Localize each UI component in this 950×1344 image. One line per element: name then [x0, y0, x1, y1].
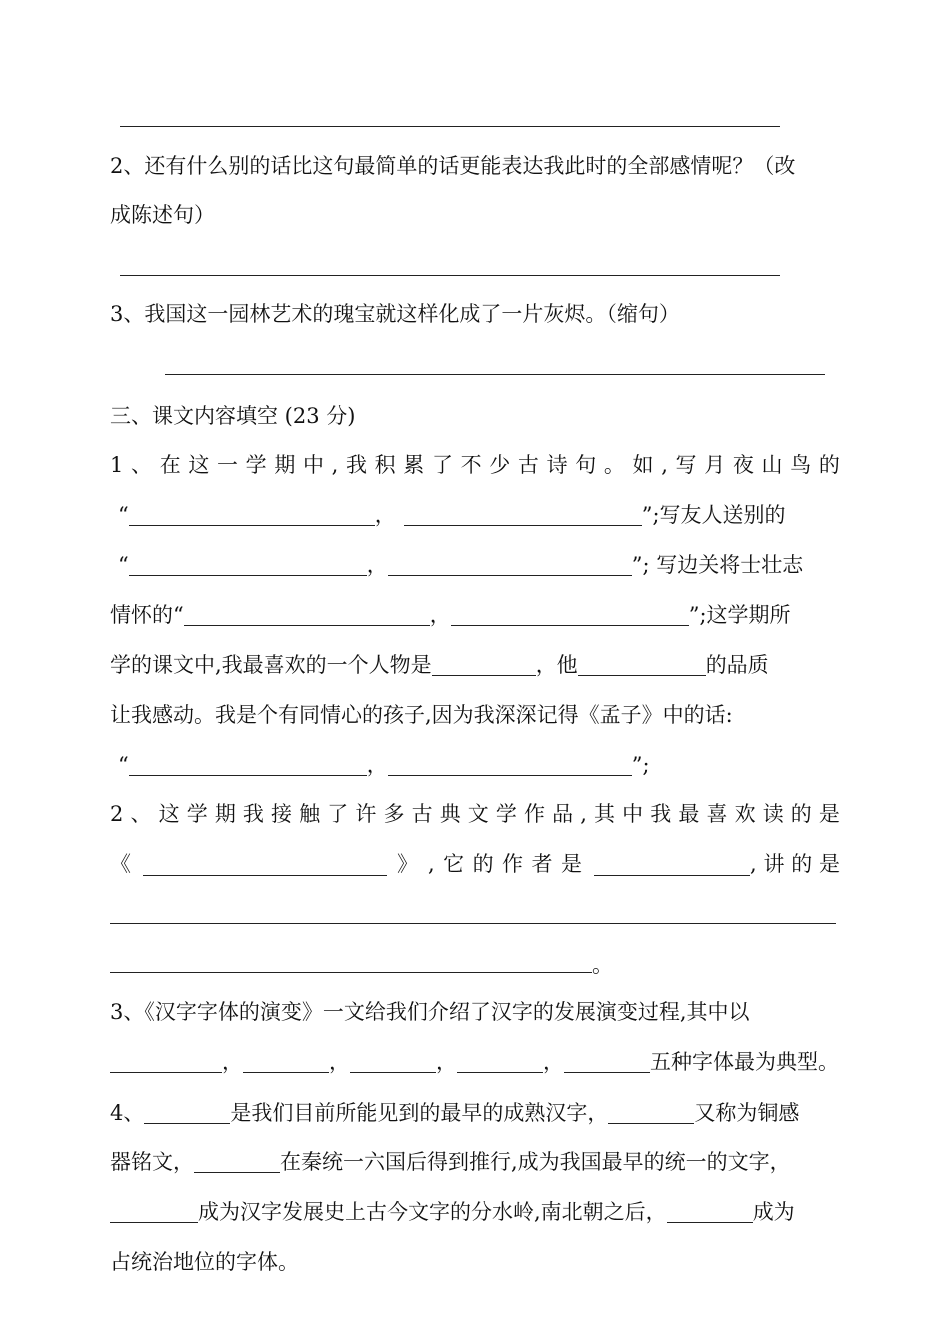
item1-line1-char: 我 [345, 453, 367, 477]
item1-line6: 让我感动。我是个有同情心的孩子,因为我深深记得《孟子》中的话: [110, 703, 733, 727]
blank-poem-3b[interactable] [451, 603, 689, 626]
q2-line2: 成陈述句） [110, 203, 215, 227]
blank-oracle[interactable] [144, 1101, 230, 1124]
item1-line1-char: 少 [489, 453, 511, 477]
blank-regular[interactable] [667, 1200, 753, 1223]
blank-author[interactable] [594, 853, 750, 876]
item1-line1-char: 期 [274, 453, 296, 477]
item1-line1-char: 中 [302, 453, 324, 477]
item1-line1-char: 山 [761, 453, 783, 477]
item1-line1-char: 积 [374, 453, 396, 477]
item2-line1-char: 学 [186, 802, 208, 826]
answer-line-2[interactable] [120, 275, 780, 276]
blank-script-5[interactable] [564, 1050, 650, 1073]
item2-line1-char: 多 [383, 802, 405, 826]
blank-mencius-a[interactable] [129, 753, 367, 776]
item2-line1-char: 我 [242, 802, 264, 826]
item1-line1-char: 写 [675, 453, 697, 477]
item2-mid-char: , [428, 852, 435, 876]
item1-line1-char: 一 [217, 453, 238, 477]
item2-line1-char: 、 [130, 802, 152, 826]
item3-line2: ， ， ， ， 五种字体最为典型。 [110, 1047, 839, 1077]
item2-line1-char: 作 [524, 802, 546, 826]
item1-line1-char: 鸟 [790, 453, 812, 477]
item3-line1: 3、《汉字字体的演变》一文给我们介绍了汉字的发展演变过程,其中以 [110, 1000, 750, 1024]
blank-book-title[interactable] [143, 853, 387, 876]
blank-character[interactable] [432, 653, 536, 676]
item4-line2: 器铭文， 在秦统一六国后得到推行,成为我国最早的统一的文字， [110, 1150, 791, 1174]
item1-line1 [110, 450, 840, 480]
item2-end-text [750, 849, 840, 879]
blank-poem-1b[interactable] [404, 503, 642, 526]
item2-line1-char: 欢 [734, 802, 756, 826]
item4-line1: 4、 是我们目前所能见到的最早的成熟汉字， 又称为铜感 [110, 1101, 800, 1125]
item1-line1-char: 。 [603, 453, 625, 477]
item2-line1-char: 最 [678, 802, 700, 826]
item1-line1-char: 月 [704, 453, 726, 477]
item1-line1-char: 1 [110, 453, 124, 477]
item4-line3: 成为汉字发展史上古今文字的分水岭,南北朝之后， 成为 [110, 1197, 795, 1227]
answer-line-1[interactable] [120, 126, 780, 127]
item2-line1-char: 的 [790, 802, 812, 826]
item2-line1-char: 文 [467, 802, 489, 826]
item2-line1-char: 这 [158, 802, 180, 826]
item2-line1-char: , [580, 802, 587, 826]
item2-line1-char: 期 [214, 802, 236, 826]
item2-end-char: 讲 [763, 852, 785, 876]
item2-line1-char: 其 [594, 802, 616, 826]
q2-line1: 2、还有什么别的话比这句最简单的话更能表达我此时的全部感情呢？（改 [110, 154, 796, 178]
blank-poem-2b[interactable] [388, 553, 632, 576]
item2-line1-char: 品 [552, 802, 574, 826]
item1-line1-char: 在 [159, 453, 181, 477]
item2-line1-char: 接 [271, 802, 293, 826]
item2-line1-char: 学 [495, 802, 517, 826]
item2-line1-char: 是 [818, 802, 840, 826]
item2-line1-char: 古 [411, 802, 433, 826]
item1-line1-char: 句 [575, 453, 597, 477]
blank-script-2[interactable] [243, 1050, 329, 1073]
item1-line1-char: 不 [460, 453, 482, 477]
item1-line1-char: 学 [245, 453, 267, 477]
item2-line1-char: 喜 [706, 802, 728, 826]
item2-mid-char: 的 [472, 852, 494, 876]
item1-line1-char: 了 [431, 453, 453, 477]
blank-seal[interactable] [194, 1150, 280, 1173]
item2-period: 。 [592, 953, 613, 977]
item1-line1-char: 古 [517, 453, 539, 477]
item2-end-char: , [750, 852, 757, 876]
item2-mid-char: 作 [502, 852, 524, 876]
q3-line: 3、我国这一园林艺术的瑰宝就这样化成了一片灰烬。（缩句） [110, 302, 680, 326]
blank-story-line2[interactable] [110, 972, 592, 973]
item1-line1-char: 的 [818, 453, 840, 477]
item2-mid-char: 者 [531, 852, 553, 876]
item2-end-char: 的 [791, 852, 813, 876]
item2-line1-char: 了 [327, 802, 349, 826]
item2-line1-char: 中 [622, 802, 644, 826]
item2-line1-char: 读 [762, 802, 784, 826]
blank-bronze[interactable] [608, 1101, 694, 1124]
item1-line1-char: , [661, 453, 668, 477]
item2-line1-char: 2 [110, 802, 124, 826]
item1-line1-char: 诗 [546, 453, 568, 477]
answer-line-3[interactable] [165, 374, 825, 375]
blank-quality[interactable] [578, 653, 706, 676]
item1-line2: “ ， ”;写友人送别的 [118, 503, 786, 527]
item1-line1-char: 、 [131, 453, 153, 477]
blank-poem-1a[interactable] [129, 503, 375, 526]
item2-mid-char: 它 [443, 852, 465, 876]
item2-line1-char: 典 [439, 802, 461, 826]
item1-line1-char: , [331, 453, 339, 477]
item1-line3: “ ， ”; 写边关将士壮志 [118, 553, 804, 577]
item2-mid-text [428, 849, 582, 879]
section-title: 三、课文内容填空 (23 分) [110, 404, 356, 428]
item2-line2: 《 》 , 它 的 作 者 是 , 讲 的 是 [110, 849, 840, 879]
item2-line1-char: 触 [299, 802, 321, 826]
blank-script-1[interactable] [110, 1050, 222, 1073]
item1-line4: 情怀的“ ， ”;这学期所 [110, 603, 791, 627]
blank-story-line1[interactable] [110, 923, 836, 924]
blank-clerical[interactable] [110, 1200, 198, 1223]
blank-script-3[interactable] [350, 1050, 436, 1073]
blank-poem-2a[interactable] [129, 553, 367, 576]
item1-line7: “ ， ”; [118, 753, 650, 777]
blank-script-4[interactable] [457, 1050, 543, 1073]
item2-line1-char: 许 [355, 802, 377, 826]
item2-line1-char: 我 [650, 802, 672, 826]
item2-mid-char: 是 [560, 852, 582, 876]
item1-line5: 学的课文中,我最喜欢的一个人物是 ，他 的品质 [110, 653, 769, 677]
item1-line1-char: 这 [188, 453, 210, 477]
blank-mencius-b[interactable] [388, 753, 632, 776]
item1-line1-char: 夜 [732, 453, 754, 477]
item1-line1-char: 累 [403, 453, 425, 477]
blank-poem-3a[interactable] [184, 603, 430, 626]
item2-line1 [110, 799, 840, 829]
item2-end-char: 是 [818, 852, 840, 876]
item1-line1-char: 如 [632, 453, 654, 477]
item4-line4: 占统治地位的字体。 [110, 1250, 299, 1274]
